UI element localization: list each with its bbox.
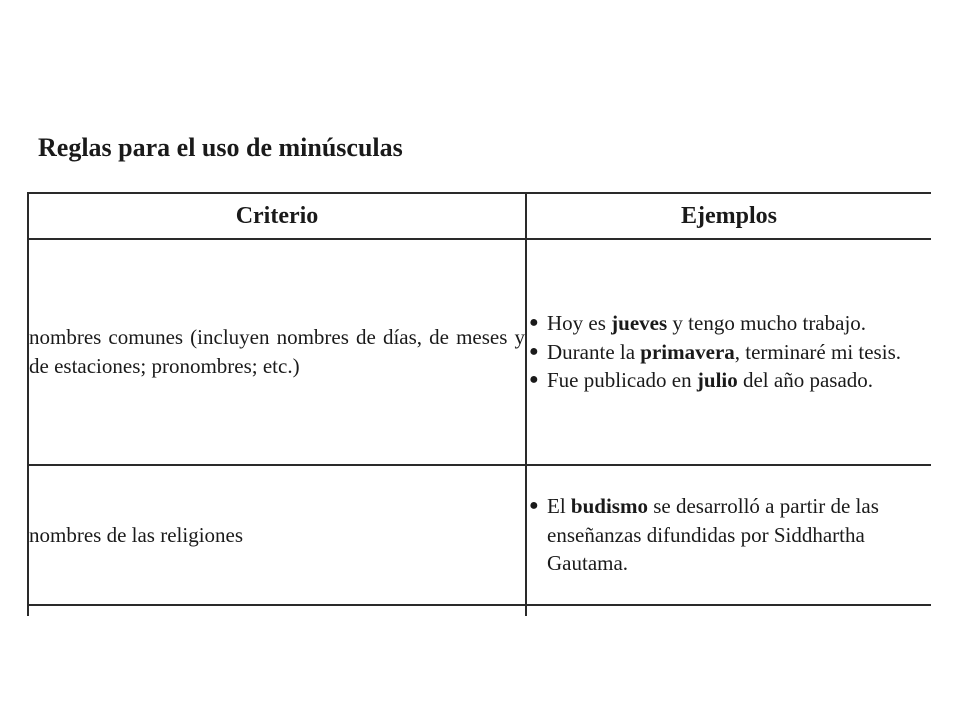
criterio-cell: nombres comunes (incluyen nombres de días, de meses y de estaciones; pronombres; etc.) (28, 239, 526, 465)
ejemplos-cell (526, 239, 931, 465)
table-row (28, 465, 931, 605)
examples-list (527, 492, 931, 578)
table-row (28, 239, 931, 465)
example-keyword: budismo (570, 494, 648, 519)
rules-table-container (27, 192, 931, 616)
example-text: Hoy es (547, 311, 612, 336)
example-text: y tengo mucho trabajo. (667, 311, 867, 336)
header-ejemplos: Ejemplos (526, 193, 931, 239)
ejemplos-cell-partial (526, 605, 931, 616)
examples-list (527, 309, 931, 395)
example-text: se desarrolló a partir de las enseñanzas difundidas por Siddhartha Gautama. (547, 494, 879, 576)
list-item (527, 338, 931, 367)
bullet-icon: ● (529, 314, 539, 332)
list-item (527, 492, 931, 578)
example-text: , terminaré mi tesis. (734, 339, 901, 364)
bullet-icon: ● (529, 371, 539, 389)
example-text: El (547, 494, 571, 519)
criterio-cell: nombres de las religiones (28, 465, 526, 605)
bullet-icon: ● (529, 497, 539, 515)
example-keyword: julio (696, 368, 738, 393)
bullet-icon: ● (529, 342, 539, 360)
table-header-row (28, 193, 931, 239)
criterio-cell-partial (28, 605, 526, 616)
list-item (527, 309, 931, 338)
example-keyword: primavera (640, 339, 735, 364)
example-text: Durante la (547, 339, 641, 364)
header-criterio: Criterio (28, 193, 526, 239)
list-item (527, 366, 931, 395)
example-text: del año pasado. (737, 368, 874, 393)
example-keyword: jueves (611, 311, 668, 336)
rules-table (27, 192, 931, 616)
table-row-partial (28, 605, 931, 616)
page-title: Reglas para el uso de minúsculas (38, 133, 403, 162)
example-text: Fue publicado en (547, 368, 697, 393)
ejemplos-cell (526, 465, 931, 605)
